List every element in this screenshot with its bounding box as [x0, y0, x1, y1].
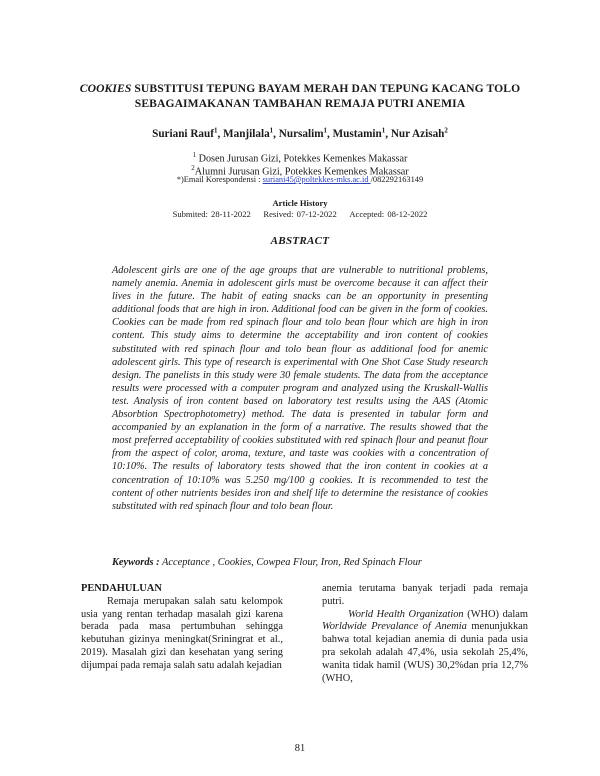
article-history-dates: Submited: 28-11-2022 Resived: 07-12-2022 Accepted: 08-12-2022 [172, 209, 428, 219]
author: Nursalim$^1$, [278, 126, 333, 140]
author: Suriani Rauf$^1$, [152, 126, 224, 140]
title-line2: SEBAGAIMAKANAN TAMBAHAN REMAJA PUTRI ANEMIA [134, 97, 466, 110]
section-heading: PENDAHULUAN [81, 583, 162, 594]
author: Mustamin$^1$, [332, 126, 391, 140]
article-title [60, 81, 540, 111]
paragraph: World Health Organization (WHO) dalam Worldwide Prevalance of Anemia menunjukkan bahwa total kejadian anemia di dunia pada usia pra sekolah adalah 47,4%, usia sekolah 25,4%, wanita tidak hamil (WUS) 30,2%dan pria 12,7% (WHO, [322, 608, 528, 684]
paragraph: anemia terutama banyak terjadi pada remaja putri. [322, 583, 528, 607]
author: Manjilala$^1$, [223, 126, 279, 140]
page-number: 81 [294, 743, 306, 754]
correspondence-email: *)Email Korespondensi : suriani45@poltekkes-mks.ac.id /082292163149 [176, 175, 424, 184]
title-line1: SUBSTITUSI TEPUNG BAYAM MERAH DAN TEPUNG KACANG TOLO [131, 82, 521, 95]
left-column [81, 583, 283, 673]
article-history-heading: Article History [272, 198, 328, 208]
paragraph: Remaja merupakan salah satu kelompok usia yang rentan terhadap masalah gizi karena berada pada masa pertumbuhan sehingga kebutuhan gizinya meningkat(Sriningrat et al., 2019). Masalah gizi dan kesehatan yang sering dijumpai pada remaja salah satu adalah kejadian [81, 595, 283, 671]
author: Nur Azisah$^2$ [390, 126, 448, 140]
abstract-text: Adolescent girls are one of the age groups that are vulnerable to nutritional problems, namely anemia. Anemia in adolescent girls must be overcome because it can affect their lives in the future. The habit of eating snacks can be an opportunity in presenting additional foods that are high in iron. Additional food can be given in the form of cookies. Cookies can be made from red spinach flour and tolo bean flour which are high in iron content. This study aims to determine the acceptability and iron content of cookies substituted with red spinach flour and tolo bean flour as additional food for anemic adolescent girls. This type of research is experimental with One Shot Case Study research design. The panelists in this study were 30 female students. The data from the acceptance results were processed with a computer program and analyzed using the Kruskall-Wallis test. Analysis of iron content based on laboratory test results using the AAS (Atomic Absorbtion Spectrophotometry) method. The data is presented in tabular form and accompanied by an explanation in the form of a narrative. The results showed that the most preferred acceptability of cookies substituted with red spinach flour and peanut flour from the aspect of color, aroma, texture, and taste was cookies with a concentration of 10:10%. The results of laboratory tests showed that the iron content in cookies at a concentration of 10:10% was 5.250 mg/100 g cookies. It is recommended to test the content of other nutrients besides iron and shelf life to determine the resistance of cookies substituted with red spinach flour and tolo bean flour. [112, 265, 488, 512]
affiliation-1: $^1$ Dosen Jurusan Gizi, Potekkes Kemenkes Makassar [192, 151, 408, 165]
author-list [60, 123, 540, 141]
title-italic-word: COOKIES [79, 82, 132, 95]
abstract-heading: ABSTRACT [270, 235, 330, 247]
keywords: Keywords : Acceptance , Cookies, Cowpea Flour, Iron, Red Spinach Flour [112, 557, 422, 568]
right-column [322, 583, 528, 685]
email-link[interactable]: suriani45@poltekkes-mks.ac.id [262, 175, 371, 184]
affiliation-2: $^2$Alumni Jurusan Gizi, Potekkes Kemenkes Makassar [191, 164, 409, 178]
